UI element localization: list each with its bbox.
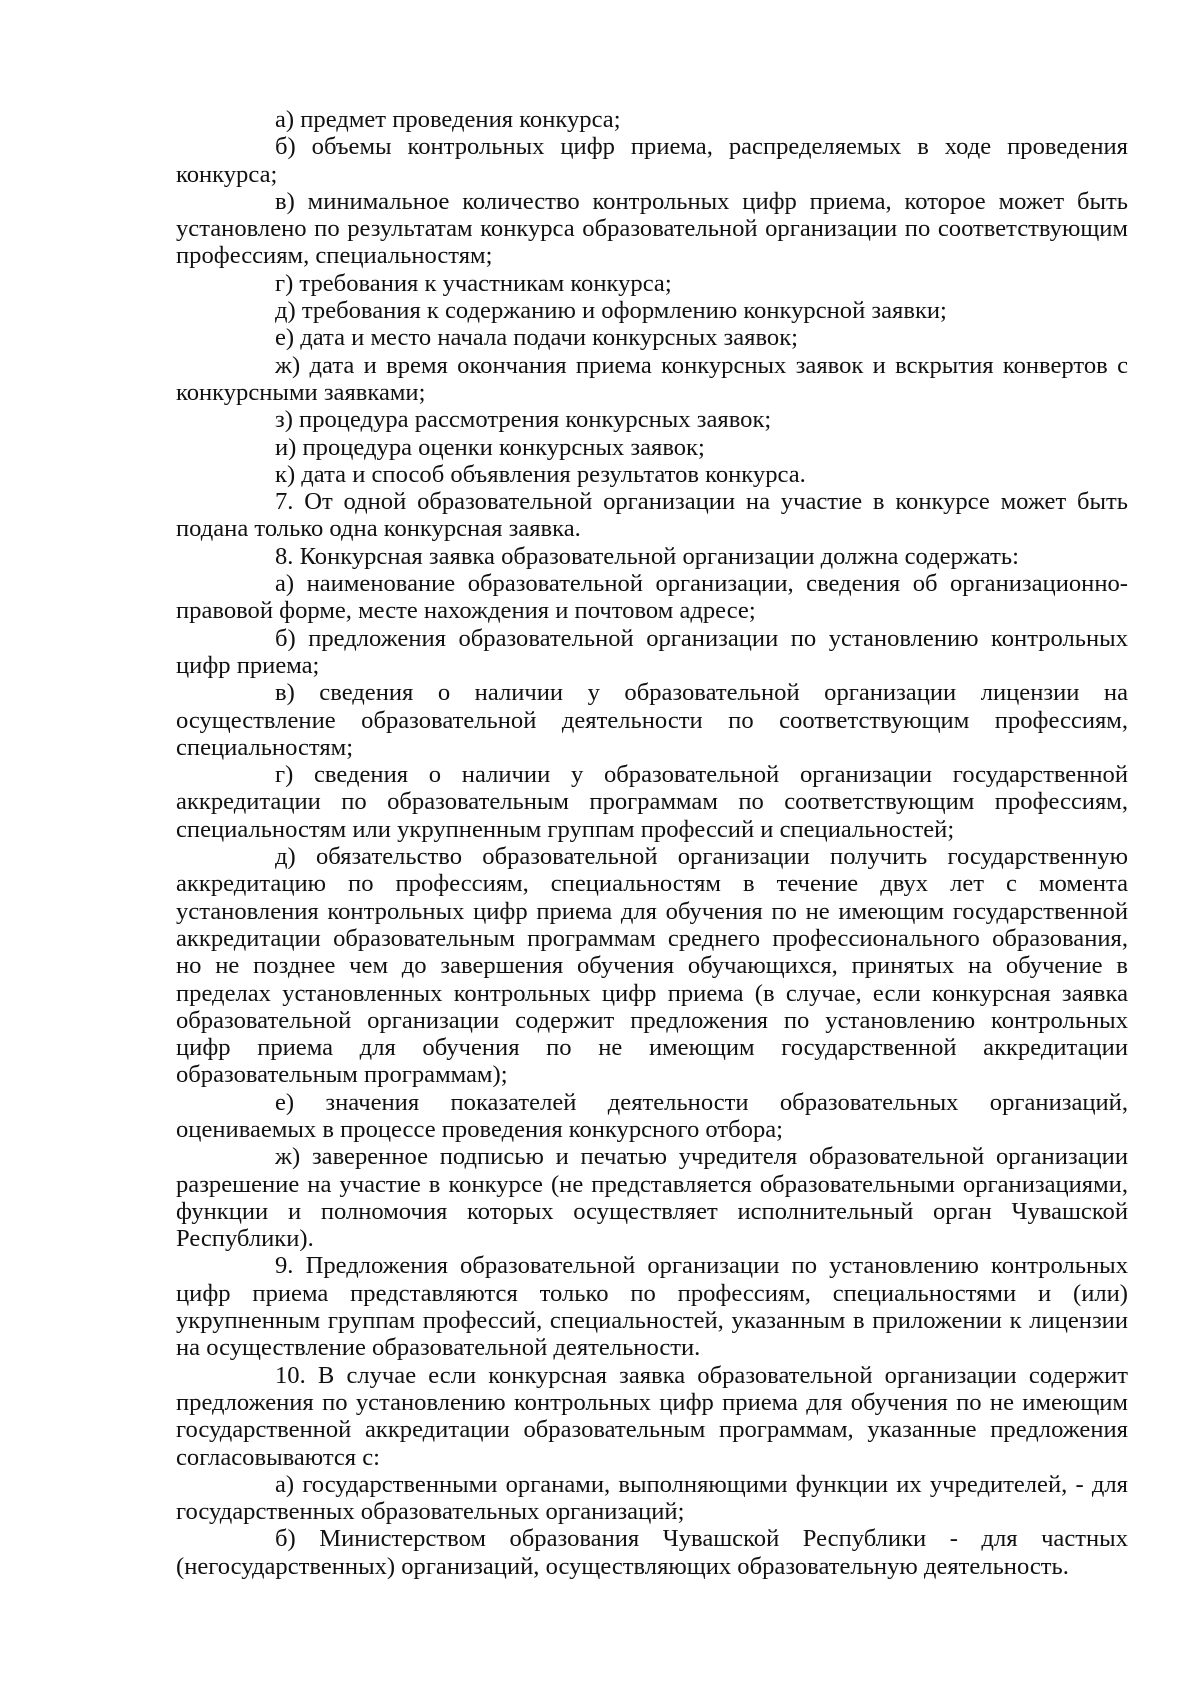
paragraph-submission-start: е) дата и место начала подачи конкурсных заявок; (275, 324, 799, 352)
paragraph-participant-requirements: г) требования к участникам конкурса; (275, 269, 672, 297)
paragraph-review-procedure: з) процедура рассмотрения конкурсных заявок; (275, 406, 772, 434)
paragraph-application-requirements: д) требования к содержанию и оформлению конкурсной заявки; (275, 297, 947, 325)
paragraph-clause-8-a: а) наименование образовательной организации, сведения об организационно-правовой форме, месте нахождения и почтовом адресе; (176, 570, 1128, 625)
paragraph-clause-8-g: г) сведения о наличии у образовательной организации государственной аккредитации по образовательным программам по соответствующим профессиям, специальностям или укрупненным группам профессий и специальностей; (176, 761, 1128, 843)
paragraph-clause-10: 10. В случае если конкурсная заявка образовательной организации содержит предложения по установлению контрольных цифр приема для обучения по не имеющим государственной аккредитации образовательным программам, указанные предложения согласовываются с: (176, 1361, 1128, 1471)
paragraph-minimum-quantity: в) минимальное количество контрольных цифр приема, которое может быть установлено по результатам конкурса образовательной организации по соответствующим профессиям, специальностям; (176, 187, 1128, 270)
paragraph-clause-8-e: е) значения показателей деятельности образовательных организаций, оцениваемых в процессе проведения конкурсного отбора; (176, 1088, 1128, 1143)
paragraph-clause-8-b: б) предложения образовательной организации по установлению контрольных цифр приема; (176, 624, 1128, 679)
paragraph-clause-8: 8. Конкурсная заявка образовательной организации должна содержать: (275, 542, 1019, 570)
paragraph-submission-end: ж) дата и время окончания приема конкурсных заявок и вскрытия конвертов с конкурсными заявками; (176, 351, 1128, 406)
paragraph-clause-8-zh: ж) заверенное подписью и печатью учредителя образовательной организации разрешение на участие в конкурсе (не представляется образовательными организациями, функции и полномочия которых осуществляет исполнительный орган Чувашской Республики). (176, 1143, 1128, 1253)
paragraph-volumes: б) объемы контрольных цифр приема, распределяемых в ходе проведения конкурса; (176, 133, 1128, 188)
paragraph-subject: а) предмет проведения конкурса; (275, 106, 621, 133)
paragraph-clause-10-a: а) государственными органами, выполняющими функции их учредителей, - для государственных образовательных организаций; (176, 1470, 1128, 1526)
paragraph-clause-7: 7. От одной образовательной организации на участие в конкурсе может быть подана только одна конкурсная заявка. (176, 488, 1128, 543)
paragraph-clause-8-d: д) обязательство образовательной организации получить государственную аккредитацию по профессиям, специальностям в течение двух лет с момента установления контрольных цифр приема для обучения по не имеющим государственной аккредитации образовательным программам среднего профессионального образования, но не позднее чем до завершения обучения обучающихся, принятых на обучение в пределах установленных контрольных цифр приема (в случае, если конкурсная заявка образовательной организации содержит предложения по установлению контрольных цифр приема для обучения по не имеющим государственной аккредитации образовательным программам); (176, 843, 1128, 1089)
paragraph-clause-10-b: б) Министерством образования Чувашской Республики - для частных (негосударственных) организаций, осуществляющих образовательную деятельность. (176, 1525, 1128, 1580)
document-body (176, 106, 1128, 1580)
paragraph-clause-8-v: в) сведения о наличии у образовательной организации лицензии на осуществление образовательной деятельности по соответствующим профессиям, специальностям; (176, 679, 1128, 761)
paragraph-evaluation-procedure: и) процедура оценки конкурсных заявок; (275, 433, 705, 461)
paragraph-results-announcement: к) дата и способ объявления результатов конкурса. (275, 460, 806, 488)
paragraph-clause-9: 9. Предложения образовательной организации по установлению контрольных цифр приема представляются только по профессиям, специальностями и (или) укрупненным группам профессий, специальностей, указанным в приложении к лицензии на осуществление образовательной деятельности. (176, 1252, 1128, 1362)
